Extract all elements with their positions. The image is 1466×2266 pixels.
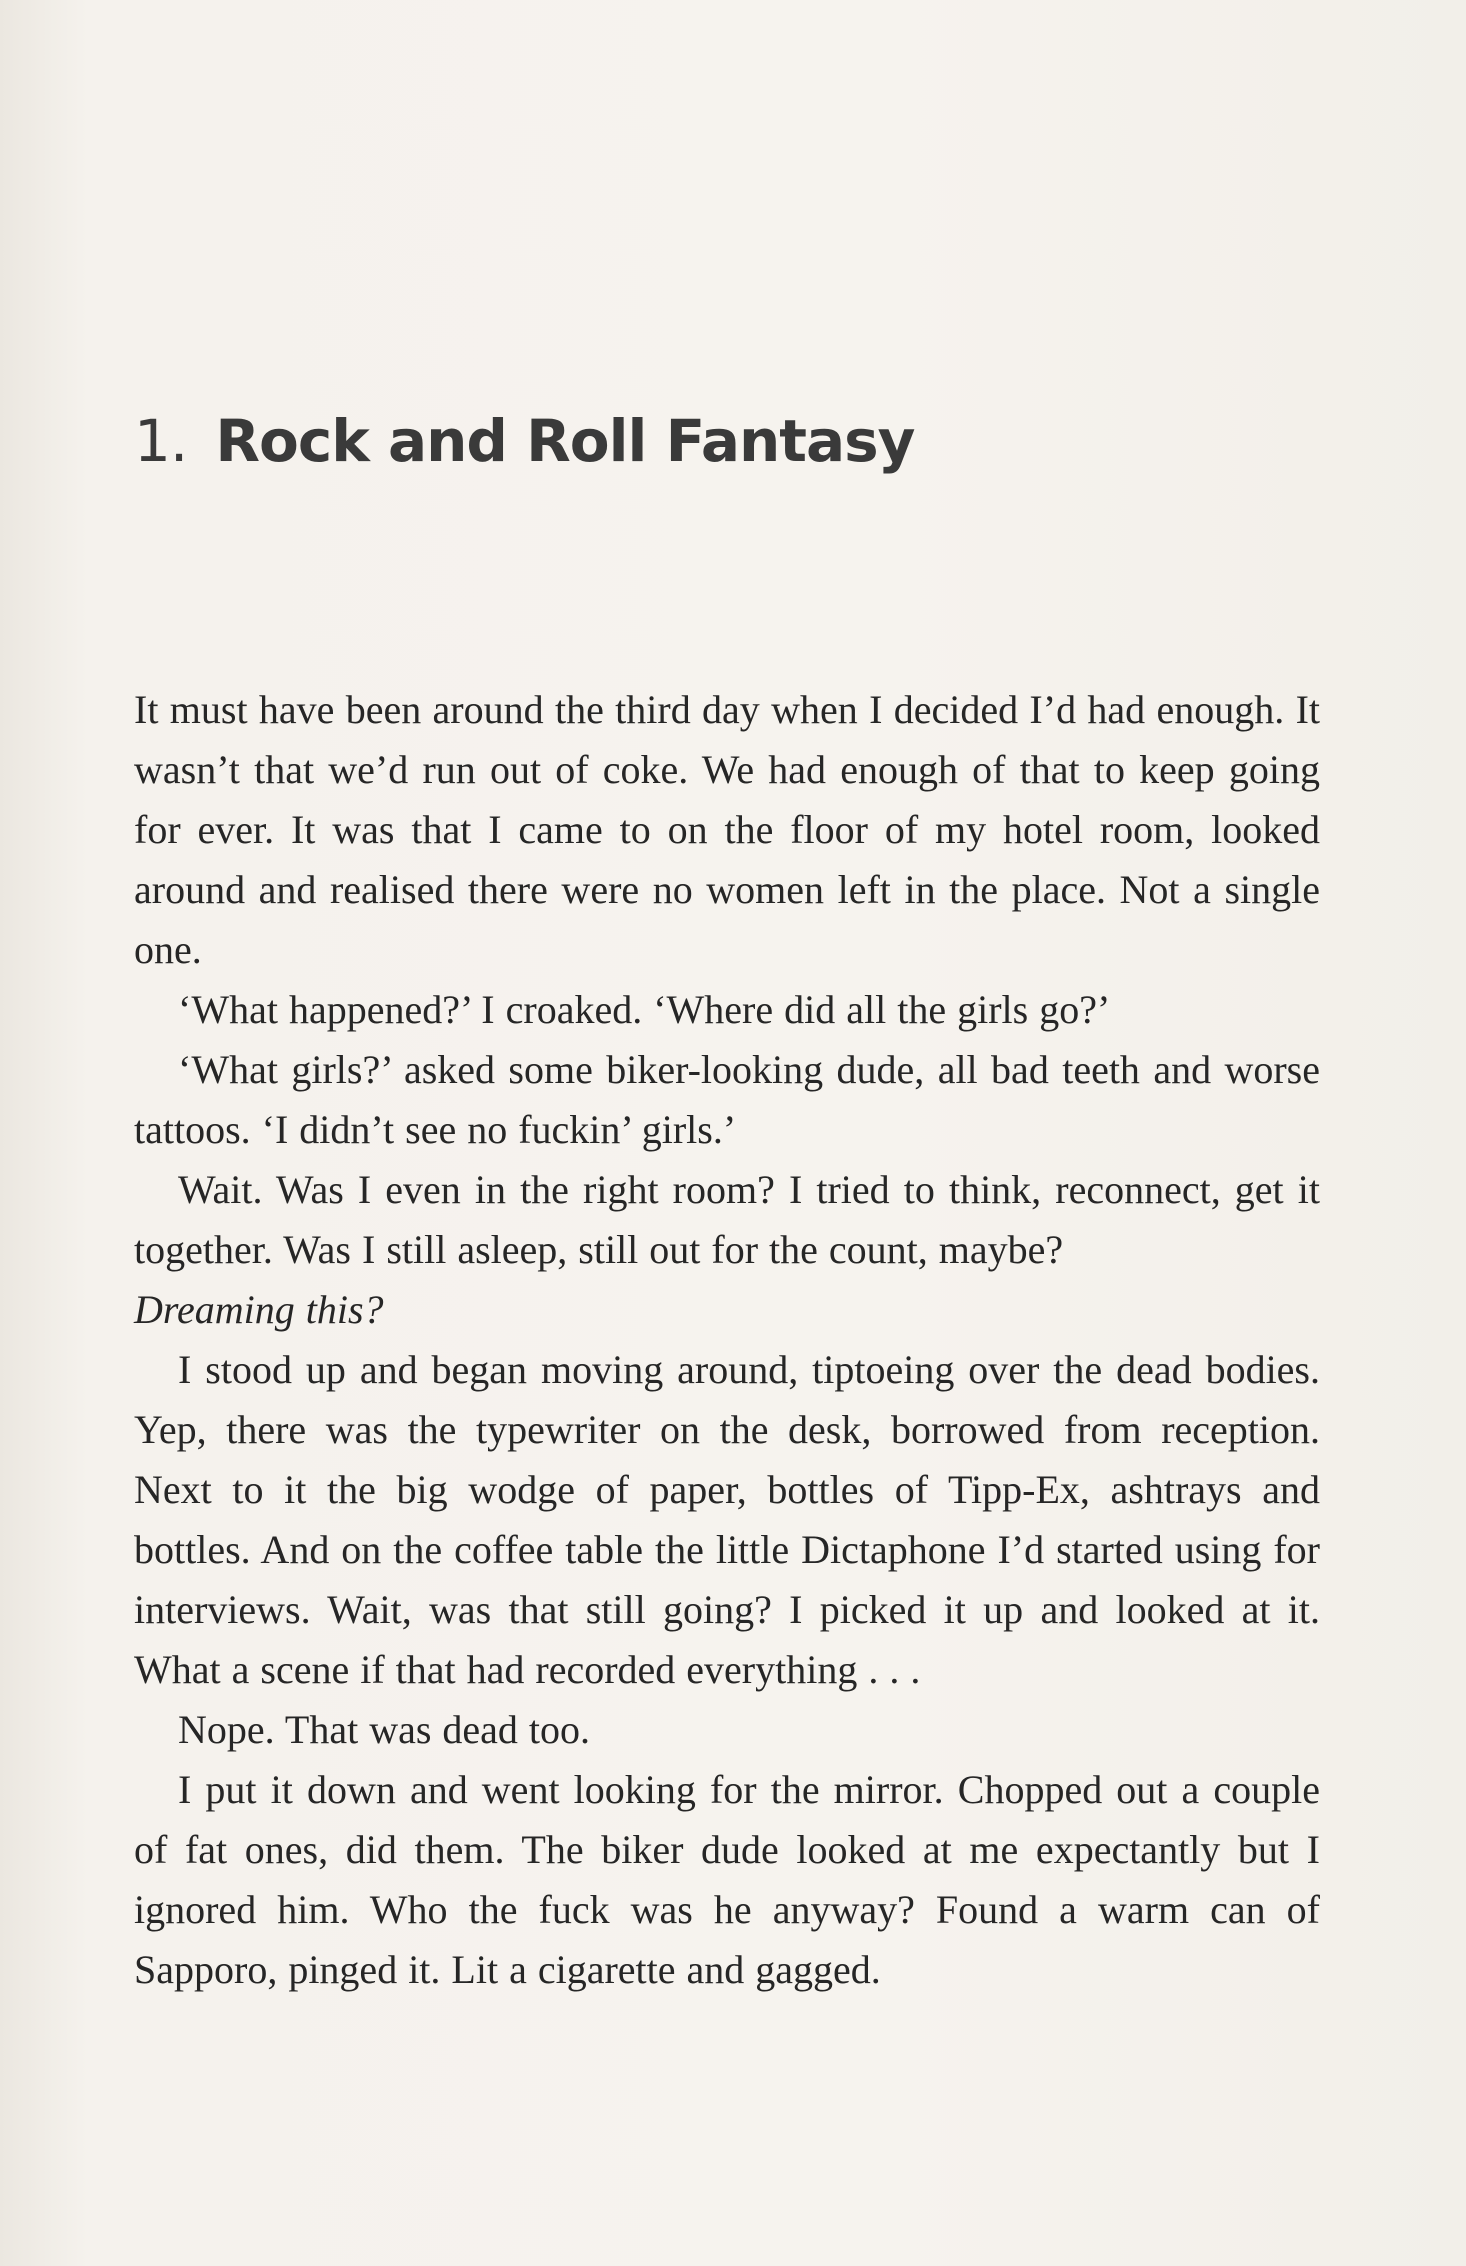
paragraph-4-italic-line: Dreaming this? xyxy=(134,1287,384,1332)
paragraph-1: It must have been around the third day when I decided I’d had enough. It wasn’t that we’d run out of coke. We had enough of that to keep going for ever. It was that I came to on the floor of my hotel room, looked around and realised there were no women left in the place. Not a single one. xyxy=(134,687,1320,972)
chapter-number: 1. xyxy=(134,406,188,475)
paragraph-2: ‘What happened?’ I croaked. ‘Where did all the girls go?’ xyxy=(178,987,1111,1032)
paragraph-4: Wait. Was I even in the right room? I tried to think, reconnect, get it together. Was I still asleep, still out for the count, maybe? xyxy=(134,1167,1320,1272)
chapter-body xyxy=(134,680,1320,2000)
paragraph-5: I stood up and began moving around, tiptoeing over the dead bodies. Yep, there was the typewriter on the desk, borrowed from reception. Next to it the big wodge of paper, bottles of Tipp-Ex, ashtrays and bottles. And on the coffee table the little Dictaphone I’d started using for interviews. Wait, was that still going? I picked it up and looked at it. What a scene if that had recorded everything . . . xyxy=(134,1347,1320,1692)
chapter-title: Rock and Roll Fantasy xyxy=(215,406,915,475)
paragraph-3: ‘What girls?’ asked some biker-looking dude, all bad teeth and worse tattoos. ‘I didn’t see no fuckin’ girls.’ xyxy=(134,1047,1320,1152)
paragraph-6: Nope. That was dead too. xyxy=(178,1707,591,1752)
chapter-heading xyxy=(134,401,914,481)
paragraph-7: I put it down and went looking for the mirror. Chopped out a couple of fat ones, did them. The biker dude looked at me expectantly but I ignored him. Who the fuck was he anyway? Found a warm can of Sapporo, pinged it. Lit a cigarette and gagged. xyxy=(134,1767,1320,1992)
